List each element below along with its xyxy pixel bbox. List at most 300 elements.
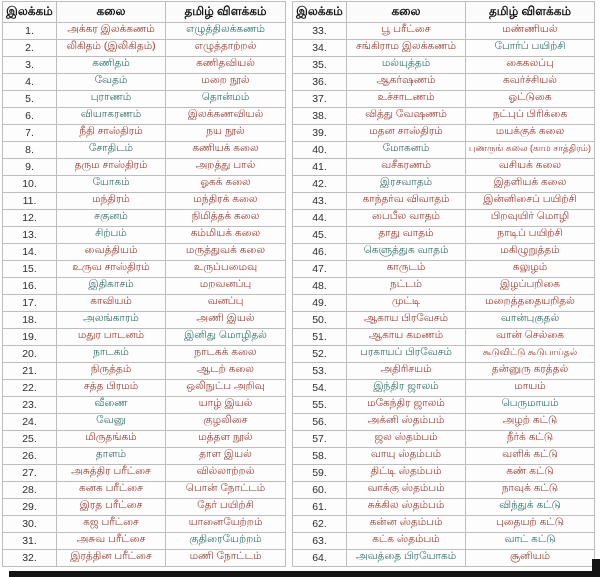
tamil-explanation-link[interactable]: மகிழுறுத்தம்	[500, 244, 560, 256]
art-name-cell	[347, 482, 466, 499]
tamil-explanation-link[interactable]: புதையற் கட்டு	[495, 516, 565, 528]
tamil-explanation-link[interactable]: மண்ணியல்	[502, 23, 558, 35]
tamil-explanation-cell	[166, 108, 286, 125]
tamil-explanation-cell	[466, 261, 595, 278]
art-name-link[interactable]: சோதிடம்	[88, 142, 134, 154]
art-name-link[interactable]: சுக்கில ஸ்தம்பம்	[367, 499, 445, 511]
art-name-link[interactable]: காவியம்	[90, 295, 132, 307]
tamil-explanation-link[interactable]: நிமித்தக் கலை	[191, 210, 260, 222]
row-number: 10.	[3, 176, 57, 193]
tamil-explanation-cell	[466, 329, 595, 346]
tamil-explanation-link[interactable]: யாழ் இயல்	[198, 397, 253, 409]
art-name-link[interactable]: காந்தர்வ விவாதம்	[362, 193, 450, 205]
art-name-link[interactable]: மோகனம்	[382, 142, 430, 154]
art-name-link[interactable]: மகேந்திர ஜாலம்	[367, 397, 445, 409]
row-number: 33.	[293, 23, 347, 40]
tamil-explanation-cell	[166, 312, 286, 329]
table-row	[3, 142, 286, 159]
table-body-right	[293, 23, 595, 567]
tamil-explanation-cell	[166, 210, 286, 227]
table-row	[3, 91, 286, 108]
art-name-link[interactable]: வேனு	[96, 414, 126, 426]
tamil-explanation-link[interactable]: நாடகக் கலை	[194, 346, 257, 358]
table-row	[3, 193, 286, 210]
art-name-link[interactable]: ஜல ஸ்தம்பம்	[374, 431, 438, 443]
tamil-explanation-link[interactable]: மயக்குக் கலை	[495, 125, 565, 137]
tamil-explanation-link[interactable]: வான்புகுதல்	[500, 312, 560, 324]
column-header-explanation: தமிழ் விளக்கம்	[466, 2, 595, 23]
art-name-link[interactable]: பூ பரீட்சை	[381, 23, 431, 35]
art-name-link[interactable]: உருவ சாஸ்திரம்	[72, 261, 150, 273]
art-name-cell	[57, 159, 166, 176]
table-row	[3, 346, 286, 363]
tamil-explanation-cell	[466, 482, 595, 499]
table-row	[293, 210, 595, 227]
table-row	[293, 193, 595, 210]
table-row	[293, 295, 595, 312]
art-name-link[interactable]: கஜ பரீட்சை	[83, 516, 139, 528]
tamil-explanation-link[interactable]: போர்ப் பயிற்சி	[494, 40, 566, 52]
art-name-link[interactable]: ஆகாய பிரவேசம்	[363, 312, 449, 324]
art-name-link[interactable]: மந்திரம்	[92, 193, 130, 205]
tamil-explanation-link[interactable]: மத்தள நூல்	[198, 431, 253, 443]
art-name-cell	[347, 516, 466, 533]
table-row	[293, 380, 595, 397]
tamil-explanation-cell	[166, 278, 286, 295]
art-name-cell	[57, 108, 166, 125]
art-name-cell	[347, 431, 466, 448]
row-number: 32.	[3, 550, 57, 567]
tamil-explanation-link[interactable]: நாவுக் கட்டு	[501, 482, 559, 494]
art-name-link[interactable]: மல்யுத்தம்	[381, 57, 431, 69]
table-row	[293, 499, 595, 516]
art-name-link[interactable]: அலங்காரம்	[83, 312, 139, 324]
tamil-explanation-link[interactable]: ஒலிநுட்ப அறிவு	[186, 380, 265, 392]
tamil-explanation-cell	[166, 91, 286, 108]
art-name-cell	[347, 108, 466, 125]
tamil-explanation-link[interactable]: இழப்பறிகை	[500, 278, 560, 290]
art-name-link[interactable]: நாடகம்	[93, 346, 129, 358]
art-name-cell	[57, 550, 166, 567]
art-name-link[interactable]: இந்திர ஜாலம்	[373, 380, 439, 392]
table-row	[293, 108, 595, 125]
tamil-explanation-cell	[466, 380, 595, 397]
window-corner-edge	[592, 559, 600, 577]
table-row	[3, 176, 286, 193]
art-name-cell	[57, 346, 166, 363]
table-row	[3, 312, 286, 329]
tamil-explanation-link[interactable]: கணியக் கலை	[192, 142, 259, 154]
art-name-cell	[347, 278, 466, 295]
tamil-explanation-cell	[466, 363, 595, 380]
arts-table-left	[2, 1, 286, 567]
art-name-link[interactable]: பரகாயப் பிரவேசம்	[360, 346, 452, 358]
row-number: 30.	[3, 516, 57, 533]
tamil-explanation-link[interactable]: ஓகக் கலை	[200, 176, 251, 188]
art-name-cell	[347, 142, 466, 159]
table-row	[3, 363, 286, 380]
tamil-explanation-link[interactable]: கண் கட்டு	[506, 465, 554, 477]
tamil-explanation-link[interactable]: நட்புப் பிரிக்கை	[492, 108, 568, 120]
art-name-cell	[57, 57, 166, 74]
table-row	[293, 550, 595, 567]
table-row	[3, 40, 286, 57]
tamil-explanation-link[interactable]: வசியக் கலை	[498, 159, 562, 171]
art-name-cell	[347, 193, 466, 210]
art-name-link[interactable]: உச்சாடணம்	[377, 91, 435, 103]
row-number: 26.	[3, 448, 57, 465]
row-number: 9.	[3, 159, 57, 176]
tamil-explanation-link[interactable]: இனிது மொழிதல்	[184, 329, 267, 341]
tamil-explanation-cell	[466, 74, 595, 91]
tamil-explanation-link[interactable]: மருத்துவக் கலை	[185, 244, 266, 256]
art-name-link[interactable]: திட்டி ஸ்தம்பம்	[370, 465, 442, 477]
tamil-explanation-cell	[166, 550, 286, 567]
art-name-link[interactable]: அக்னி ஸ்தம்பம்	[367, 414, 445, 426]
art-name-link[interactable]: வசீகரணம்	[381, 159, 431, 171]
tamil-explanation-link[interactable]: ஆடற் கலை	[196, 363, 255, 375]
table-row	[3, 227, 286, 244]
row-number: 41.	[293, 159, 347, 176]
row-number: 16.	[3, 278, 57, 295]
table-row	[3, 533, 286, 550]
table-row	[293, 431, 595, 448]
tamil-explanation-cell	[166, 397, 286, 414]
tamil-explanation-link[interactable]: தன்னுரு கரத்தல்	[491, 363, 569, 375]
table-row	[3, 431, 286, 448]
art-name-link[interactable]: தரும சாஸ்திரம்	[74, 159, 148, 171]
row-number: 47.	[293, 261, 347, 278]
table-row	[3, 414, 286, 431]
art-name-cell	[57, 40, 166, 57]
tamil-explanation-cell	[166, 125, 286, 142]
art-name-cell	[57, 261, 166, 278]
art-name-cell	[57, 74, 166, 91]
table-row	[3, 57, 286, 74]
tamil-explanation-cell	[166, 499, 286, 516]
art-name-link[interactable]: இரத்தின பரீட்சை	[70, 550, 152, 562]
art-name-link[interactable]: மதன சாஸ்திரம்	[369, 125, 443, 137]
tamil-explanation-link[interactable]: கவர்ச்சியல்	[502, 74, 557, 86]
row-number: 23.	[3, 397, 57, 414]
art-name-link[interactable]: லிகிதம் (இலிகிதம்)	[66, 40, 156, 52]
row-number: 60.	[293, 482, 347, 499]
art-name-cell	[57, 329, 166, 346]
art-name-link[interactable]: கெளுத்துக வாதம்	[363, 244, 449, 256]
art-name-link[interactable]: வீணை	[94, 397, 128, 409]
column-header-art: கலை	[57, 2, 166, 23]
art-name-cell	[347, 40, 466, 57]
art-name-link[interactable]: அசுவ பரீட்சை	[76, 533, 146, 545]
tamil-explanation-link[interactable]: அணி இயல்	[196, 312, 255, 324]
tamil-explanation-link[interactable]: புணருங் கலை (காம சாத்திரம்)	[468, 142, 592, 153]
art-name-link[interactable]: இரத பரீட்சை	[79, 499, 143, 511]
table-row	[3, 108, 286, 125]
art-name-cell	[347, 499, 466, 516]
art-name-link[interactable]: நீதி சாஸ்திரம்	[79, 125, 143, 137]
art-name-cell	[57, 431, 166, 448]
table-row	[3, 380, 286, 397]
art-name-cell	[347, 465, 466, 482]
table-row	[293, 516, 595, 533]
table-row	[293, 125, 595, 142]
table-row	[293, 465, 595, 482]
art-name-link[interactable]: வித்து வேஷணம்	[365, 108, 447, 120]
row-number: 59.	[293, 465, 347, 482]
row-number: 45.	[293, 227, 347, 244]
art-name-link[interactable]: வேதம்	[94, 74, 128, 86]
art-name-cell	[347, 210, 466, 227]
art-name-link[interactable]: மிருதங்கம்	[85, 431, 137, 443]
tamil-explanation-link[interactable]: குதிரையேற்றம்	[189, 533, 262, 545]
tamil-explanation-link[interactable]: கணிதவியல்	[196, 57, 255, 69]
row-number: 13.	[3, 227, 57, 244]
art-name-link[interactable]: வியாகரணம்	[80, 108, 142, 120]
art-name-link[interactable]: அசுத்திர பரீட்சை	[71, 465, 151, 477]
art-name-cell	[347, 380, 466, 397]
row-number: 20.	[3, 346, 57, 363]
table-row	[3, 397, 286, 414]
row-number: 49.	[293, 295, 347, 312]
tamil-explanation-link[interactable]: மந்திரக் கலை	[193, 193, 258, 205]
row-number: 2.	[3, 40, 57, 57]
tamil-explanation-cell	[166, 329, 286, 346]
tamil-explanation-link[interactable]: யானையேற்றம்	[188, 516, 263, 528]
tamil-explanation-cell	[466, 550, 595, 567]
art-name-link[interactable]: கன்ன ஸ்தம்பம்	[369, 516, 443, 528]
row-number: 56.	[293, 414, 347, 431]
column-header-explanation: தமிழ் விளக்கம்	[166, 2, 286, 23]
tamil-explanation-link[interactable]: மறைத்ததையறிதல்	[485, 295, 575, 307]
table-row	[3, 482, 286, 499]
row-number: 8.	[3, 142, 57, 159]
art-name-link[interactable]: இதிகாசம்	[88, 278, 134, 290]
table-row	[293, 91, 595, 108]
art-name-cell	[347, 261, 466, 278]
art-name-link[interactable]: முட்டி	[391, 295, 421, 307]
tamil-explanation-cell	[166, 533, 286, 550]
tamil-explanation-cell	[166, 363, 286, 380]
art-name-link[interactable]: மதுர பாடனம்	[77, 329, 145, 341]
tamil-explanation-cell	[466, 397, 595, 414]
table-row	[293, 159, 595, 176]
table-row	[3, 278, 286, 295]
row-number: 29.	[3, 499, 57, 516]
row-number: 11.	[3, 193, 57, 210]
art-name-link[interactable]: கனக பரீட்சை	[79, 482, 143, 494]
art-name-link[interactable]: புராணம்	[90, 91, 132, 103]
tamil-explanation-link[interactable]: மணி நோட்டம்	[189, 550, 262, 562]
art-name-cell	[57, 193, 166, 210]
row-number: 28.	[3, 482, 57, 499]
art-name-cell	[347, 329, 466, 346]
art-name-cell	[57, 244, 166, 261]
art-name-link[interactable]: சகுனம்	[94, 210, 128, 222]
art-name-link[interactable]: வைத்தியம்	[84, 244, 138, 256]
table-row	[293, 40, 595, 57]
art-name-cell	[57, 363, 166, 380]
tamil-explanation-link[interactable]: உருப்பமைவு	[193, 261, 258, 273]
tamil-explanation-cell	[166, 74, 286, 91]
row-number: 17.	[3, 295, 57, 312]
tamil-explanation-link[interactable]: அறத்து பால்	[195, 159, 256, 171]
art-name-cell	[57, 482, 166, 499]
tamil-explanation-cell	[466, 176, 595, 193]
art-name-cell	[57, 23, 166, 40]
tamil-explanation-link[interactable]: வளிக் கட்டு	[502, 448, 558, 460]
table-row	[293, 57, 595, 74]
art-name-cell	[57, 91, 166, 108]
tamil-explanation-link[interactable]: கம்மியக் கலை	[190, 227, 261, 239]
tamil-explanation-link[interactable]: பிறவுயிர் மொழி	[490, 210, 570, 222]
row-number: 38.	[293, 108, 347, 125]
tamil-explanation-cell	[166, 431, 286, 448]
row-number: 5.	[3, 91, 57, 108]
tamil-explanation-cell	[466, 414, 595, 431]
table-row	[3, 244, 286, 261]
art-name-cell	[57, 210, 166, 227]
art-name-link[interactable]: ஆகாய கமணம்	[368, 329, 444, 341]
art-name-cell	[347, 312, 466, 329]
tamil-explanation-link[interactable]: விந்துக் கட்டு	[499, 499, 561, 511]
tamil-explanation-link[interactable]: வாட் கட்டு	[504, 533, 556, 545]
row-number: 52.	[293, 346, 347, 363]
row-number: 3.	[3, 57, 57, 74]
tamil-explanation-cell	[466, 431, 595, 448]
table-row	[293, 329, 595, 346]
art-name-cell	[347, 74, 466, 91]
tamil-explanation-cell	[466, 159, 595, 176]
tamil-explanation-cell	[466, 227, 595, 244]
row-number: 36.	[293, 74, 347, 91]
art-name-link[interactable]: கட்க ஸ்தம்பம்	[372, 533, 440, 545]
art-name-link[interactable]: அதிரிசயம்	[380, 363, 432, 375]
art-name-cell	[347, 346, 466, 363]
art-name-cell	[57, 125, 166, 142]
tamil-explanation-cell	[466, 244, 595, 261]
art-name-link[interactable]: இரசவாதம்	[379, 176, 433, 188]
table-row	[293, 74, 595, 91]
art-name-link[interactable]: சிற்பம்	[95, 227, 127, 239]
art-name-link[interactable]: அக்கர இலக்கணம்	[67, 23, 155, 35]
row-number: 7.	[3, 125, 57, 142]
tamil-explanation-cell	[166, 193, 286, 210]
table-row	[293, 227, 595, 244]
row-number: 34.	[293, 40, 347, 57]
tamil-explanation-cell	[166, 414, 286, 431]
art-name-cell	[347, 57, 466, 74]
row-number: 18.	[3, 312, 57, 329]
tamil-explanation-link[interactable]: தொன்மம்	[201, 91, 250, 103]
tamil-explanation-link[interactable]: அழற் கட்டு	[502, 414, 558, 426]
tamil-explanation-cell	[466, 533, 595, 550]
art-name-link[interactable]: தாளம்	[95, 448, 127, 460]
art-name-link[interactable]: ஆகர்ஷணம்	[376, 74, 436, 86]
art-name-cell	[57, 312, 166, 329]
tamil-explanation-link[interactable]: வான் செல்கை	[496, 329, 564, 341]
table-row	[3, 125, 286, 142]
tamil-explanation-link[interactable]: வனப்பு	[207, 295, 244, 307]
tamil-explanation-link[interactable]: குழலிசை	[203, 414, 248, 426]
tamil-explanation-cell	[466, 499, 595, 516]
tamil-explanation-link[interactable]: தாள இயல்	[199, 448, 252, 460]
tamil-explanation-cell	[466, 40, 595, 57]
tamil-explanation-cell	[466, 91, 595, 108]
art-name-link[interactable]: நட்டம்	[390, 278, 422, 290]
tamil-explanation-link[interactable]: தேர் பயிற்சி	[197, 499, 254, 511]
row-number: 61.	[293, 499, 347, 516]
row-number: 62.	[293, 516, 347, 533]
table-row	[293, 448, 595, 465]
tamil-explanation-link[interactable]: இதளியக் கலை	[493, 176, 567, 188]
row-number: 31.	[3, 533, 57, 550]
tamil-explanation-link[interactable]: கலுழம்	[512, 261, 548, 273]
tamil-explanation-cell	[166, 159, 286, 176]
art-name-link[interactable]: கணிதம்	[92, 57, 130, 69]
art-name-link[interactable]: நிருத்தம்	[90, 363, 132, 375]
tamil-explanation-link[interactable]: ஓட்டுகை	[508, 91, 552, 103]
art-name-cell	[347, 414, 466, 431]
table-row	[3, 74, 286, 91]
tamil-explanation-link[interactable]: நய நூல்	[206, 125, 245, 137]
art-name-link[interactable]: அவத்தை பிரயோகம்	[355, 550, 457, 562]
art-name-link[interactable]: யோகம்	[92, 176, 130, 188]
tamil-explanation-link[interactable]: எழுத்திலக்கணம்	[186, 23, 265, 35]
row-number: 14.	[3, 244, 57, 261]
tamil-explanation-link[interactable]: நாடிப் பயிற்சி	[497, 227, 563, 239]
tamil-explanation-link[interactable]: மறவனப்பு	[199, 278, 252, 290]
tamil-explanation-link[interactable]: சூனியம்	[509, 550, 551, 562]
art-name-link[interactable]: வாயு ஸ்தம்பம்	[370, 448, 442, 460]
art-name-link[interactable]: காருடம்	[386, 261, 426, 273]
tamil-explanation-cell	[466, 295, 595, 312]
tamil-explanation-cell	[166, 346, 286, 363]
tamil-explanation-link[interactable]: பெருமாயம்	[501, 397, 559, 409]
row-number: 12.	[3, 210, 57, 227]
table-row	[293, 533, 595, 550]
tamil-explanation-link[interactable]: கைகலப்பு	[506, 57, 554, 69]
art-name-cell	[57, 397, 166, 414]
row-number: 19.	[3, 329, 57, 346]
tamil-explanation-link[interactable]: எழுத்தாற்றல்	[194, 40, 257, 52]
art-name-link[interactable]: சங்கிராம இலக்கணம்	[355, 40, 457, 52]
art-name-link[interactable]: வாக்கு ஸ்தம்பம்	[367, 482, 445, 494]
row-number: 63.	[293, 533, 347, 550]
tamil-explanation-link[interactable]: நீர்க் கட்டு	[506, 431, 554, 443]
tamil-explanation-link[interactable]: மறை நூல்	[201, 74, 250, 86]
tamil-explanation-cell	[466, 125, 595, 142]
art-name-cell	[347, 448, 466, 465]
tamil-explanation-cell	[466, 108, 595, 125]
table-row	[293, 23, 595, 40]
tamil-explanation-link[interactable]: இன்னிசைப் பயிற்சி	[483, 193, 577, 205]
tamil-explanation-link[interactable]: வில்லாற்றல்	[196, 465, 255, 477]
table-row	[3, 499, 286, 516]
tamil-explanation-link[interactable]: கூடுவிட்டு கூடுபாய்தல்	[482, 346, 578, 357]
row-number: 51.	[293, 329, 347, 346]
tamil-explanation-cell	[466, 312, 595, 329]
row-number: 25.	[3, 431, 57, 448]
art-name-cell	[347, 295, 466, 312]
tamil-explanation-link[interactable]: மாயம்	[514, 380, 546, 392]
art-name-link[interactable]: சத்த பிரமம்	[83, 380, 139, 392]
art-name-link[interactable]: தாது வாதம்	[378, 227, 434, 239]
tamil-explanation-link[interactable]: இலக்கணவியல்	[187, 108, 264, 120]
art-name-link[interactable]: பைபீல வாதம்	[371, 210, 441, 222]
table-row	[293, 261, 595, 278]
table-row	[3, 448, 286, 465]
tamil-explanation-link[interactable]: பொன் நோட்டம்	[185, 482, 266, 494]
